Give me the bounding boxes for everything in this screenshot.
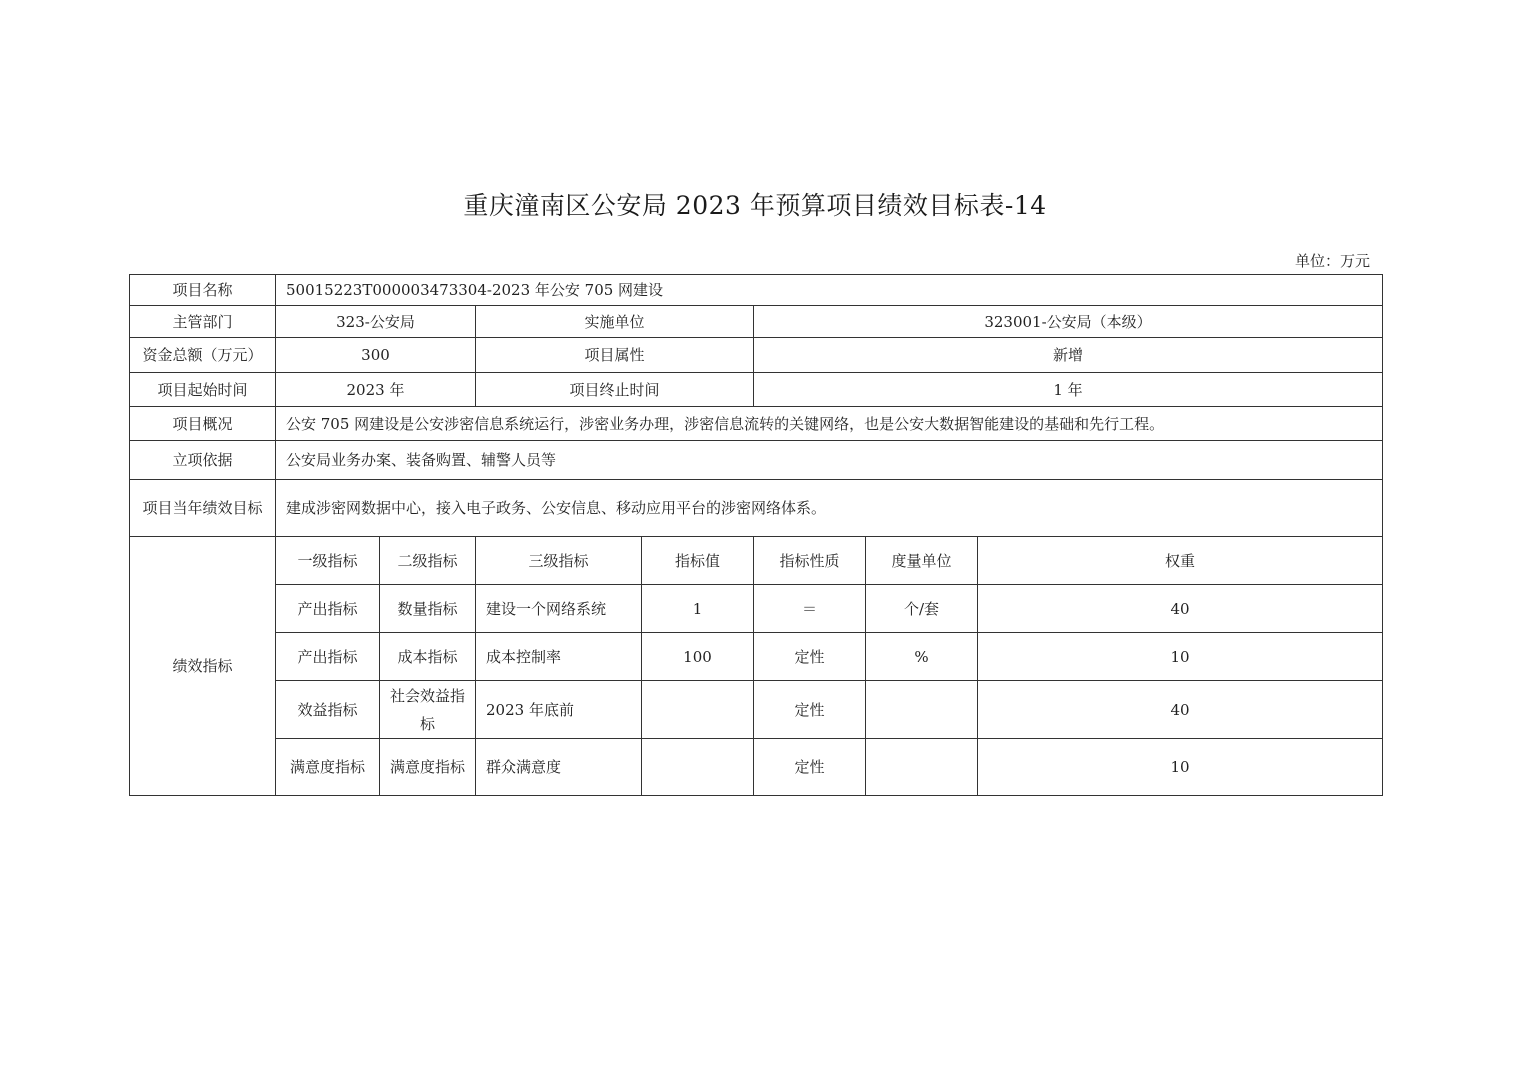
- basis-value: 公安局业务办案、装备购置、辅警人员等: [276, 441, 1383, 480]
- indicator-row: [130, 681, 1383, 739]
- column-header: 三级指标: [476, 537, 642, 585]
- department-label: 主管部门: [130, 306, 276, 338]
- start-time-label: 项目起始时间: [130, 373, 276, 407]
- unit-label: 单位：万元: [1294, 252, 1370, 270]
- table-cell: 成本指标: [380, 633, 476, 681]
- table-row: [130, 306, 1383, 338]
- implementing-unit-label: 实施单位: [476, 306, 754, 338]
- summary-value: 公安 705 网建设是公安涉密信息系统运行，涉密业务办理，涉密信息流转的关键网络，也是公安大数据智能建设的基础和先行工程。: [276, 407, 1383, 441]
- indicators-label: 绩效指标: [130, 537, 276, 796]
- indicator-row: [130, 633, 1383, 681]
- department-value: 323-公安局: [276, 306, 476, 338]
- table-cell: 2023 年底前: [476, 681, 642, 739]
- table-cell: 40: [978, 585, 1383, 633]
- column-header: 指标性质: [754, 537, 866, 585]
- page-title: 重庆潼南区公安局 2023 年预算项目绩效目标表-14: [463, 191, 1047, 220]
- column-header: 指标值: [642, 537, 754, 585]
- table-row: [130, 407, 1383, 441]
- table-cell: 成本控制率: [476, 633, 642, 681]
- table-cell: [866, 739, 978, 796]
- table-row: [130, 338, 1383, 373]
- funding-label: 资金总额（万元）: [130, 338, 276, 373]
- indicator-header-row: [130, 537, 1383, 585]
- summary-label: 项目概况: [130, 407, 276, 441]
- column-header: 一级指标: [276, 537, 380, 585]
- table-cell: 定性: [754, 681, 866, 739]
- indicator-row: [130, 585, 1383, 633]
- table-cell: 个/套: [866, 585, 978, 633]
- table-row: [130, 480, 1383, 537]
- column-header: 二级指标: [380, 537, 476, 585]
- basis-label: 立项依据: [130, 441, 276, 480]
- table-cell: 100: [642, 633, 754, 681]
- table-row: [130, 373, 1383, 407]
- table-cell: 满意度指标: [276, 739, 380, 796]
- implementing-unit-value: 323001-公安局（本级）: [754, 306, 1383, 338]
- end-time-label: 项目终止时间: [476, 373, 754, 407]
- performance-table: [129, 274, 1383, 796]
- table-cell: 建设一个网络系统: [476, 585, 642, 633]
- start-time-value: 2023 年: [276, 373, 476, 407]
- table-cell: 社会效益指标: [380, 681, 476, 739]
- table-cell: %: [866, 633, 978, 681]
- project-attribute-label: 项目属性: [476, 338, 754, 373]
- table-cell: 定性: [754, 633, 866, 681]
- table-cell: [866, 681, 978, 739]
- table-cell: 10: [978, 633, 1383, 681]
- table-cell: 满意度指标: [380, 739, 476, 796]
- column-header: 度量单位: [866, 537, 978, 585]
- annual-goal-label: 项目当年绩效目标: [130, 480, 276, 537]
- table-cell: 群众满意度: [476, 739, 642, 796]
- table-cell: 10: [978, 739, 1383, 796]
- end-time-value: 1 年: [754, 373, 1383, 407]
- table-cell: [642, 739, 754, 796]
- table-cell: 数量指标: [380, 585, 476, 633]
- table-cell: 产出指标: [276, 633, 380, 681]
- table-row: [130, 275, 1383, 306]
- table-cell: 1: [642, 585, 754, 633]
- annual-goal-value: 建成涉密网数据中心，接入电子政务、公安信息、移动应用平台的涉密网络体系。: [276, 480, 1383, 537]
- funding-value: 300: [276, 338, 476, 373]
- table-cell: ＝: [754, 585, 866, 633]
- indicator-row: [130, 739, 1383, 796]
- table-cell: [642, 681, 754, 739]
- table-cell: 定性: [754, 739, 866, 796]
- table-cell: 产出指标: [276, 585, 380, 633]
- column-header: 权重: [978, 537, 1383, 585]
- table-row: [130, 441, 1383, 480]
- project-attribute-value: 新增: [754, 338, 1383, 373]
- project-name-label: 项目名称: [130, 275, 276, 306]
- project-name-value: 50015223T000003473304-2023 年公安 705 网建设: [276, 275, 1383, 306]
- table-cell: 40: [978, 681, 1383, 739]
- table-cell: 效益指标: [276, 681, 380, 739]
